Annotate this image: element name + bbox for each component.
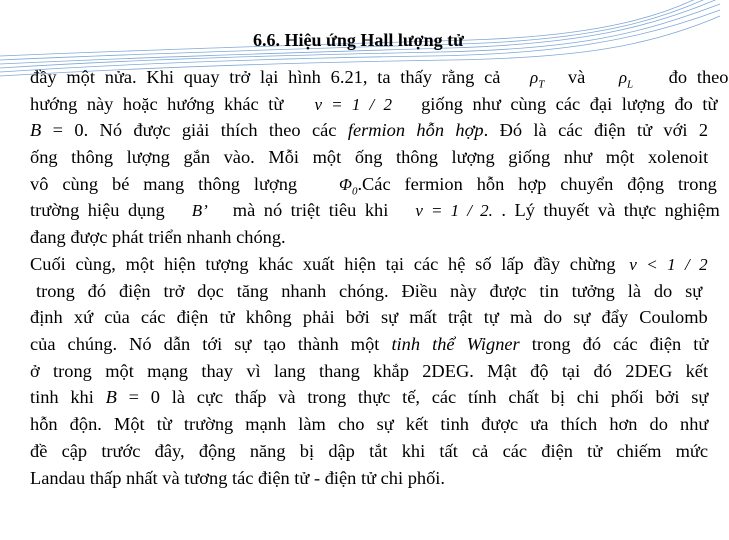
p2-line-5: ở trong một mạng thay vì lang thang khắp 2DEG. Mật độ tại đó 2DEG kết (30, 360, 709, 381)
paragraph-1 (30, 64, 729, 251)
text: trường hiệu dụng (30, 200, 165, 221)
text: và (567, 67, 586, 87)
text: trong đó các điện tử (531, 334, 709, 355)
b-effective-symbol: B’ (191, 201, 208, 221)
p1-line-1 (30, 64, 729, 91)
text: tinh khi (30, 387, 94, 408)
text: đo theo (668, 67, 729, 87)
p1-line-2 (30, 91, 718, 118)
text: = 0. Nó được giải thích theo các (52, 120, 337, 141)
paragraph-2 (30, 251, 708, 491)
p1-line-7: đang được phát triển nhanh chóng. (30, 227, 286, 248)
text: B (105, 387, 117, 408)
text: .Các fermion hỗn hợp chuyển động trong (357, 173, 717, 194)
p2-line-4 (30, 331, 708, 358)
text: Cuối cùng, một hiện tượng khác xuất hiện tại các hệ số lấp đầy chừng (30, 254, 616, 274)
rho-l-symbol: $\rho_L$ (618, 68, 634, 91)
text: giống như cùng các đại lượng đo từ (421, 93, 718, 114)
text: vô cùng bé mang thông lượng (30, 173, 298, 194)
p1-line-6 (30, 197, 720, 224)
text: của chúng. Nó dẫn tới sự tạo thành một (30, 334, 380, 355)
slide-title: 6.6. Hiệu ứng Hall lượng tử (253, 30, 464, 50)
text: . Lý thuyết và thực nghiệm (501, 200, 720, 221)
text: = 0 là cực thấp và trong thực tế, các tính chất bị chi phối bởi sự (128, 387, 709, 408)
p2-line-6 (30, 384, 708, 411)
p2-line-3: định xứ của các điện tử không phải bởi sự mất trật tự mà do sự đẩy Coulomb (30, 307, 708, 328)
p2-line-2: trong đó điện trở dọc tăng nhanh chóng. Điều này được tin tưởng là do sự (36, 280, 703, 301)
text: mà nó triệt tiêu khi (232, 200, 389, 221)
text: fermion hỗn hợp (347, 120, 484, 141)
nu-half-formula: ν = 1 / 2 (314, 94, 392, 114)
p1-line-4: ống thông lượng gắn vào. Mỗi một ống thông lượng giống như một xolenoit (30, 147, 709, 168)
text: đầy một nửa. Khi quay trở lại hình 6.21, ta thấy rằng cả (30, 67, 501, 87)
text: B (30, 120, 42, 141)
text: tinh thể Wigner (391, 334, 520, 355)
nu-less-half-formula: ν < 1 / 2 (629, 255, 708, 274)
p2-line-9: Landau thấp nhất và tương tác điện tử - điện tử chi phối. (30, 467, 445, 488)
p2-line-7: hỗn độn. Một từ trường mạnh làm cho sự kết tinh được ưa thích hơn do như (30, 414, 709, 435)
p1-line-3 (30, 117, 708, 144)
rho-t-symbol: $\rho_T$ (530, 68, 545, 91)
phi0-symbol: $\Phi_0$ (338, 174, 358, 198)
p2-line-1 (30, 251, 708, 278)
text: . Đó là các điện tử với 2 (483, 120, 709, 141)
p1-line-5 (30, 171, 717, 198)
text: hướng này hoặc hướng khác từ (30, 93, 284, 114)
p2-line-8: đề cập trước đây, động năng bị dập tắt khi tất cả các điện tử chiếm mức (30, 440, 709, 461)
nu-half-formula-2: ν = 1 / 2. (415, 201, 493, 221)
